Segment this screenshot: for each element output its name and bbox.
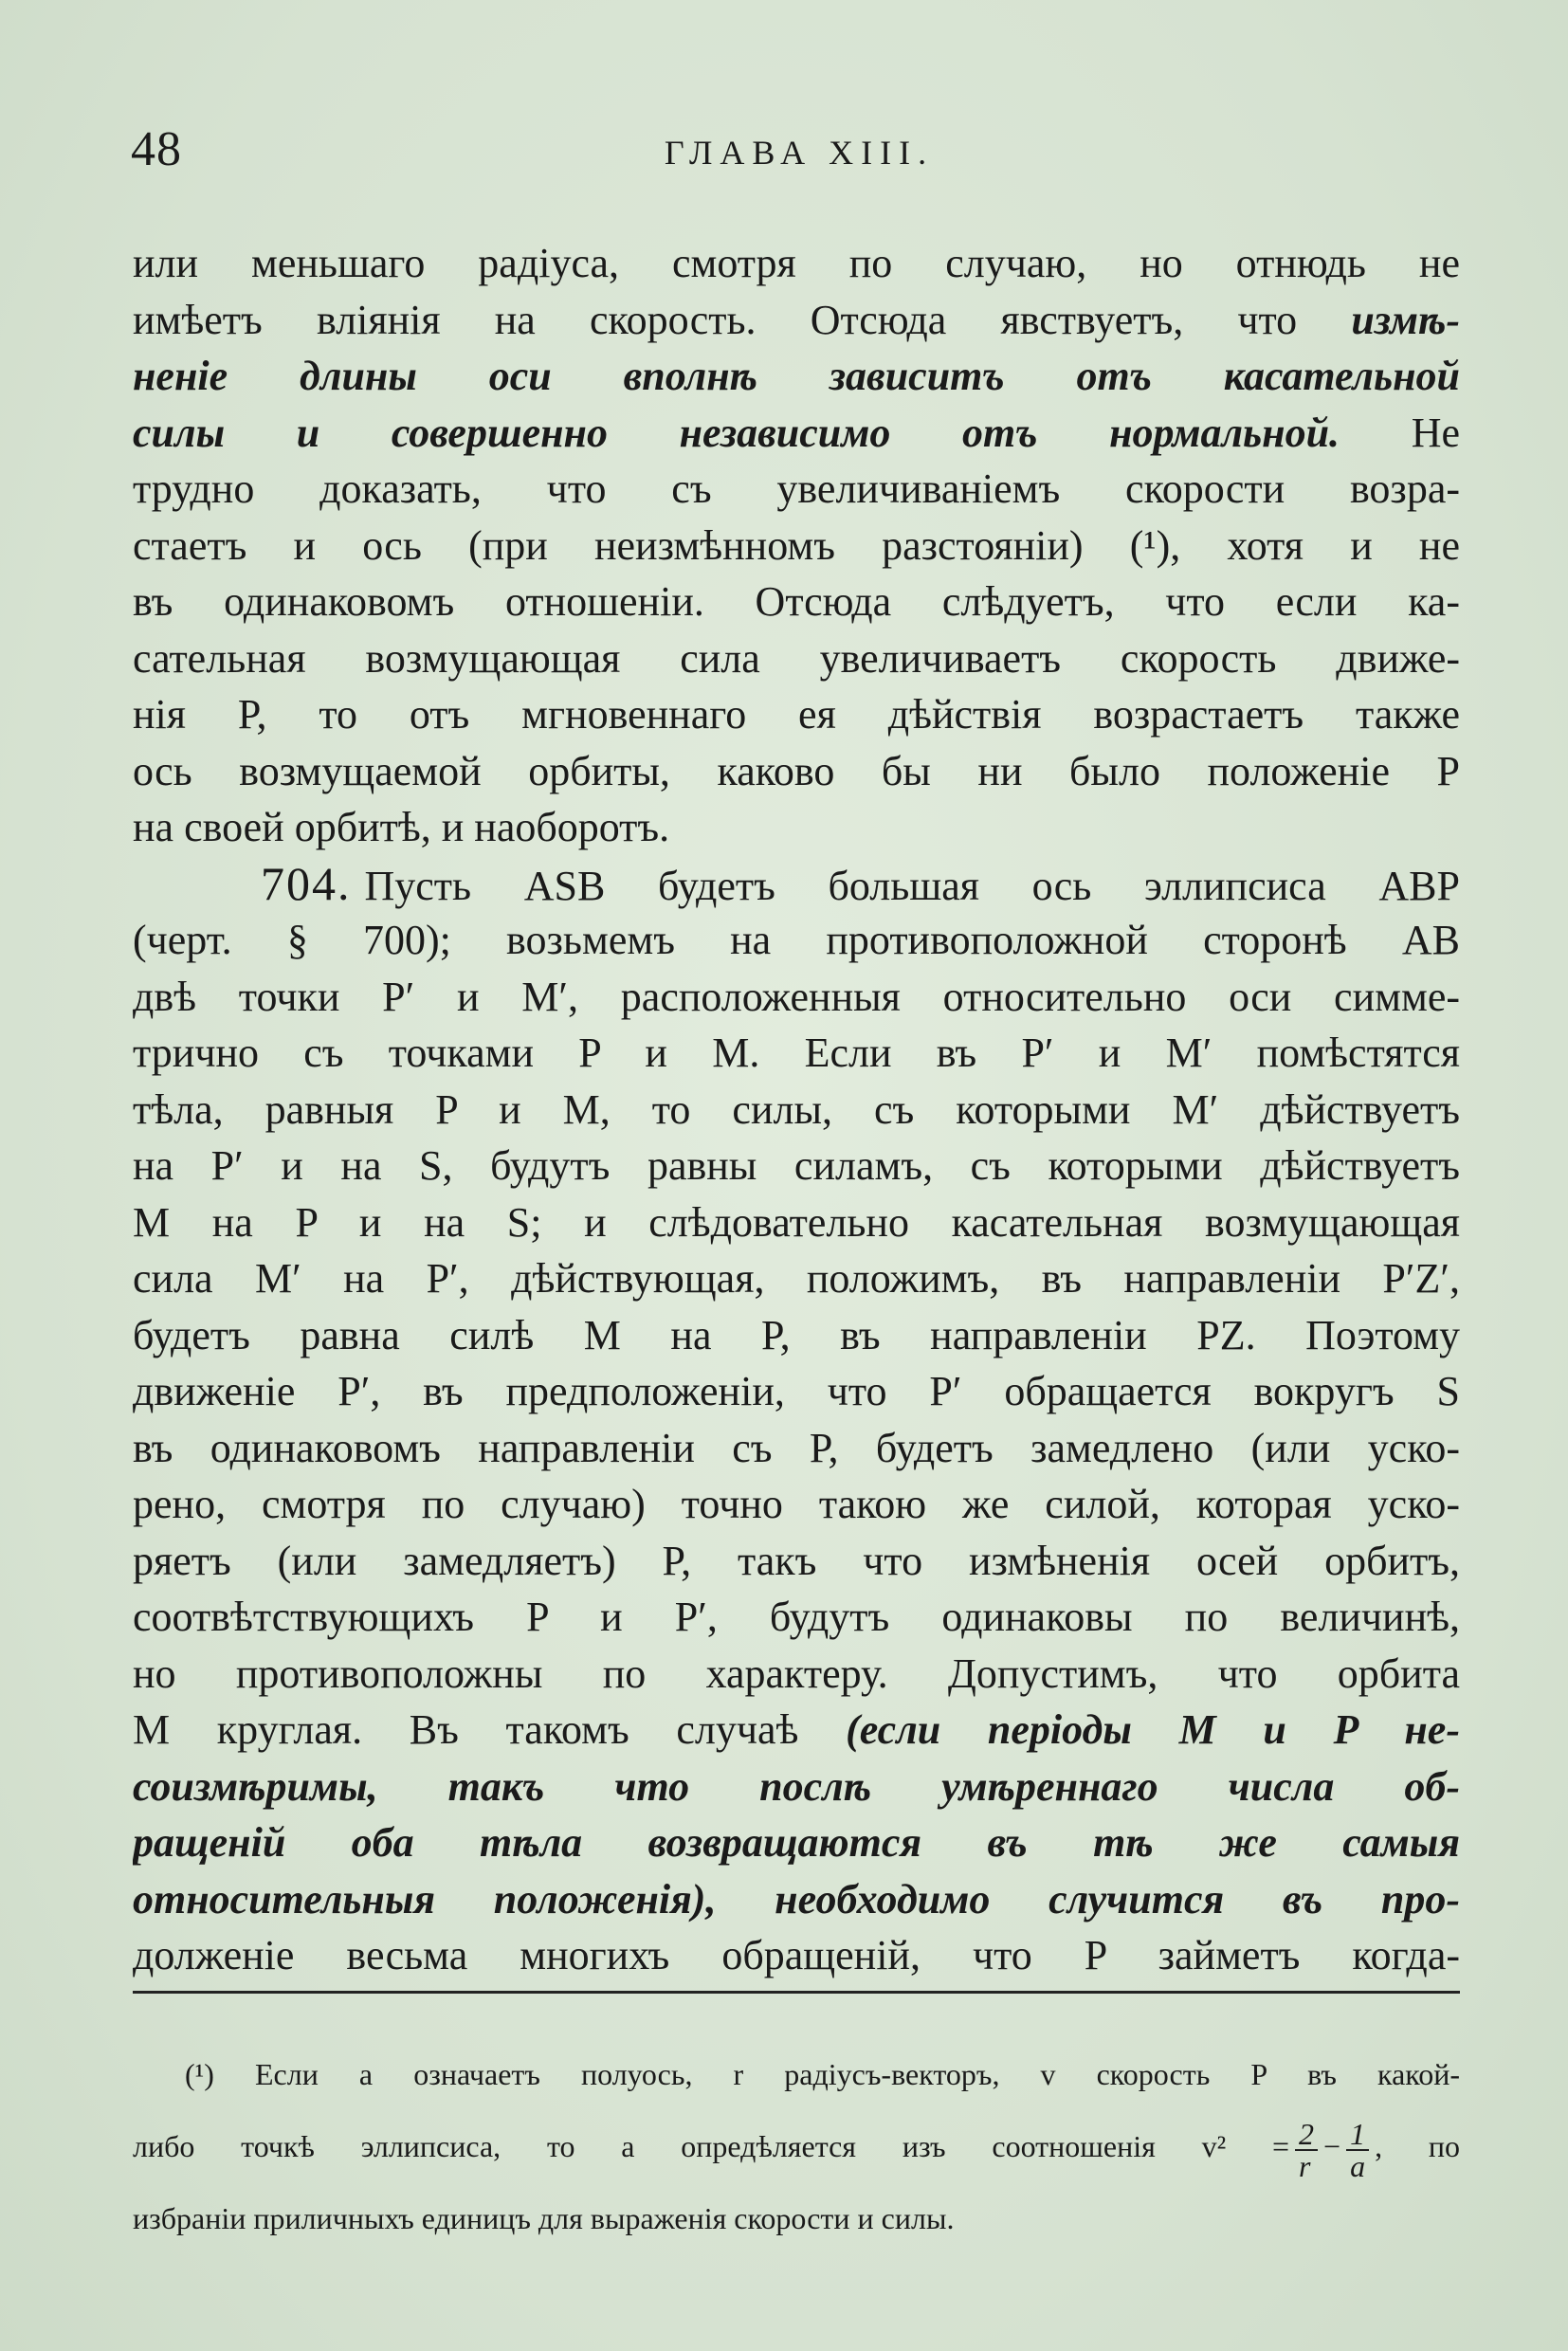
text-span: M круглая. Въ такомъ случаѣ xyxy=(133,1706,799,1753)
footnote-line xyxy=(133,2110,1460,2182)
text-span: либо точкѣ эллипсиса, то a опредѣляется изъ соотношенія v² = xyxy=(133,2129,1290,2163)
chapter-title: ГЛАВА XIII. xyxy=(664,134,935,172)
text-line: M на P и на S; и слѣдовательно касательная возмущающая xyxy=(133,1198,1460,1246)
text-line xyxy=(133,348,1460,405)
text-line xyxy=(133,292,1460,349)
text-span: Не xyxy=(1411,409,1460,456)
footnote xyxy=(133,2038,1460,2254)
text-line: въ одинаковомъ отношеніи. Отсюда слѣдуетъ, что если ка- xyxy=(133,578,1460,625)
text-line xyxy=(133,405,1460,462)
text-line: ряетъ (или замедляетъ) P, такъ что измѣненія осей орбитъ, xyxy=(133,1537,1460,1584)
paragraph-number: 704. xyxy=(261,856,352,910)
italic-span: неніе xyxy=(133,353,228,399)
italic-span: длины оси вполнѣ зависитъ отъ касательной xyxy=(300,353,1460,399)
footnote-line: избраніи приличныхъ единицъ для выраженія скорости и силы. xyxy=(133,2201,955,2235)
footnote-line: (¹) Если a означаетъ полуось, r радіусъ-векторъ, v скорость P въ какой- xyxy=(185,2057,1460,2091)
fraction-2-over-r xyxy=(1295,2116,1318,2182)
italic-span: измѣ- xyxy=(1351,296,1460,343)
text-line xyxy=(133,1871,1460,1928)
text-span: Пусть ASB будетъ большая ось эллипсиса ABP xyxy=(364,862,1460,909)
fraction-1-over-a xyxy=(1346,2116,1369,2182)
page-number: 48 xyxy=(131,122,182,176)
text-line: нія P, то отъ мгновеннаго ея дѣйствія возрастаетъ также xyxy=(133,691,1460,738)
fraction-denominator: r xyxy=(1299,2148,1311,2182)
text-line: но противоположны по характеру. Допустимъ, что орбита xyxy=(133,1649,1460,1697)
italic-span: соизмѣримы, такъ что послѣ умѣреннаго числа об- xyxy=(133,1762,1460,1810)
text-span: имѣетъ вліянія на скорость. Отсюда явствуетъ, что xyxy=(133,296,1298,343)
text-line: сила M′ на P′, дѣйствующая, положимъ, въ направленіи P′Z′, xyxy=(133,1255,1460,1302)
text-line: въ одинаковомъ направленіи съ P, будетъ замедлено (или уско- xyxy=(133,1424,1460,1471)
text-line: двѣ точки P′ и M′, расположенныя относительно оси симме- xyxy=(133,973,1460,1020)
italic-span: силы xyxy=(133,409,226,456)
text-line: (черт. § 700); возьмемъ на противоположной сторонѣ AB xyxy=(133,917,1460,963)
text-line: будетъ равна силѣ M на P, въ направленіи PZ. Поэтому xyxy=(133,1311,1460,1358)
text-line: трудно доказать, что съ увеличиваніемъ скорости возра- xyxy=(133,465,1460,512)
running-head xyxy=(131,121,1468,178)
text-line: стаетъ и ось (при неизмѣнномъ разстояніи) (¹), хотя и не xyxy=(133,521,1460,569)
text-line: на своей орбитѣ, и наоборотъ. xyxy=(133,804,670,850)
italic-span: ращеній оба тѣла возвращаются въ тѣ же самыя xyxy=(133,1819,1460,1866)
text-line xyxy=(133,1759,1460,1815)
italic-span: относительныя положенія), необходимо случится въ про- xyxy=(133,1875,1460,1923)
fraction-denominator: a xyxy=(1350,2148,1366,2182)
paragraph-first-line xyxy=(133,856,1460,913)
text-line: долженіе весьма многихъ обращеній, что P займетъ когда- xyxy=(133,1932,1460,1978)
text-line: соотвѣтствующихъ P и P′, будутъ одинаковы по величинѣ, xyxy=(133,1594,1460,1640)
text-line: или меньшаго радіуса, смотря по случаю, но отнюдь не xyxy=(133,240,1460,286)
text-line: движеніе P′, въ предположеніи, что P′ обращается вокругъ S xyxy=(133,1368,1460,1414)
fraction-numerator: 2 xyxy=(1295,2119,1318,2151)
text-line: сательная возмущающая сила увеличиваетъ скорость движе- xyxy=(133,634,1460,682)
minus-sign: − xyxy=(1323,2129,1341,2163)
text-line: рено, смотря по случаю) точно такою же силой, которая уско- xyxy=(133,1481,1460,1527)
text-line xyxy=(133,1814,1460,1871)
footnote-divider xyxy=(133,1991,1460,1994)
italic-span: (если періоды M и P не- xyxy=(846,1706,1460,1753)
italic-span: и совершенно независимо отъ нормальной. xyxy=(296,409,1340,456)
body-text xyxy=(133,235,1460,1984)
text-line: на P′ и на S, будутъ равны силамъ, съ которыми дѣйствуетъ xyxy=(133,1142,1460,1189)
fraction-numerator: 1 xyxy=(1346,2119,1369,2151)
text-line: тѣла, равныя P и M, то силы, съ которыми M′ дѣйствуетъ xyxy=(133,1085,1460,1133)
text-span: , по xyxy=(1375,2129,1460,2163)
text-line: ось возмущаемой орбиты, каково бы ни было положеніе P xyxy=(133,747,1460,794)
text-line xyxy=(133,1702,1460,1759)
text-line: трично съ точками P и M. Если въ P′ и M′ помѣстятся xyxy=(133,1030,1460,1076)
